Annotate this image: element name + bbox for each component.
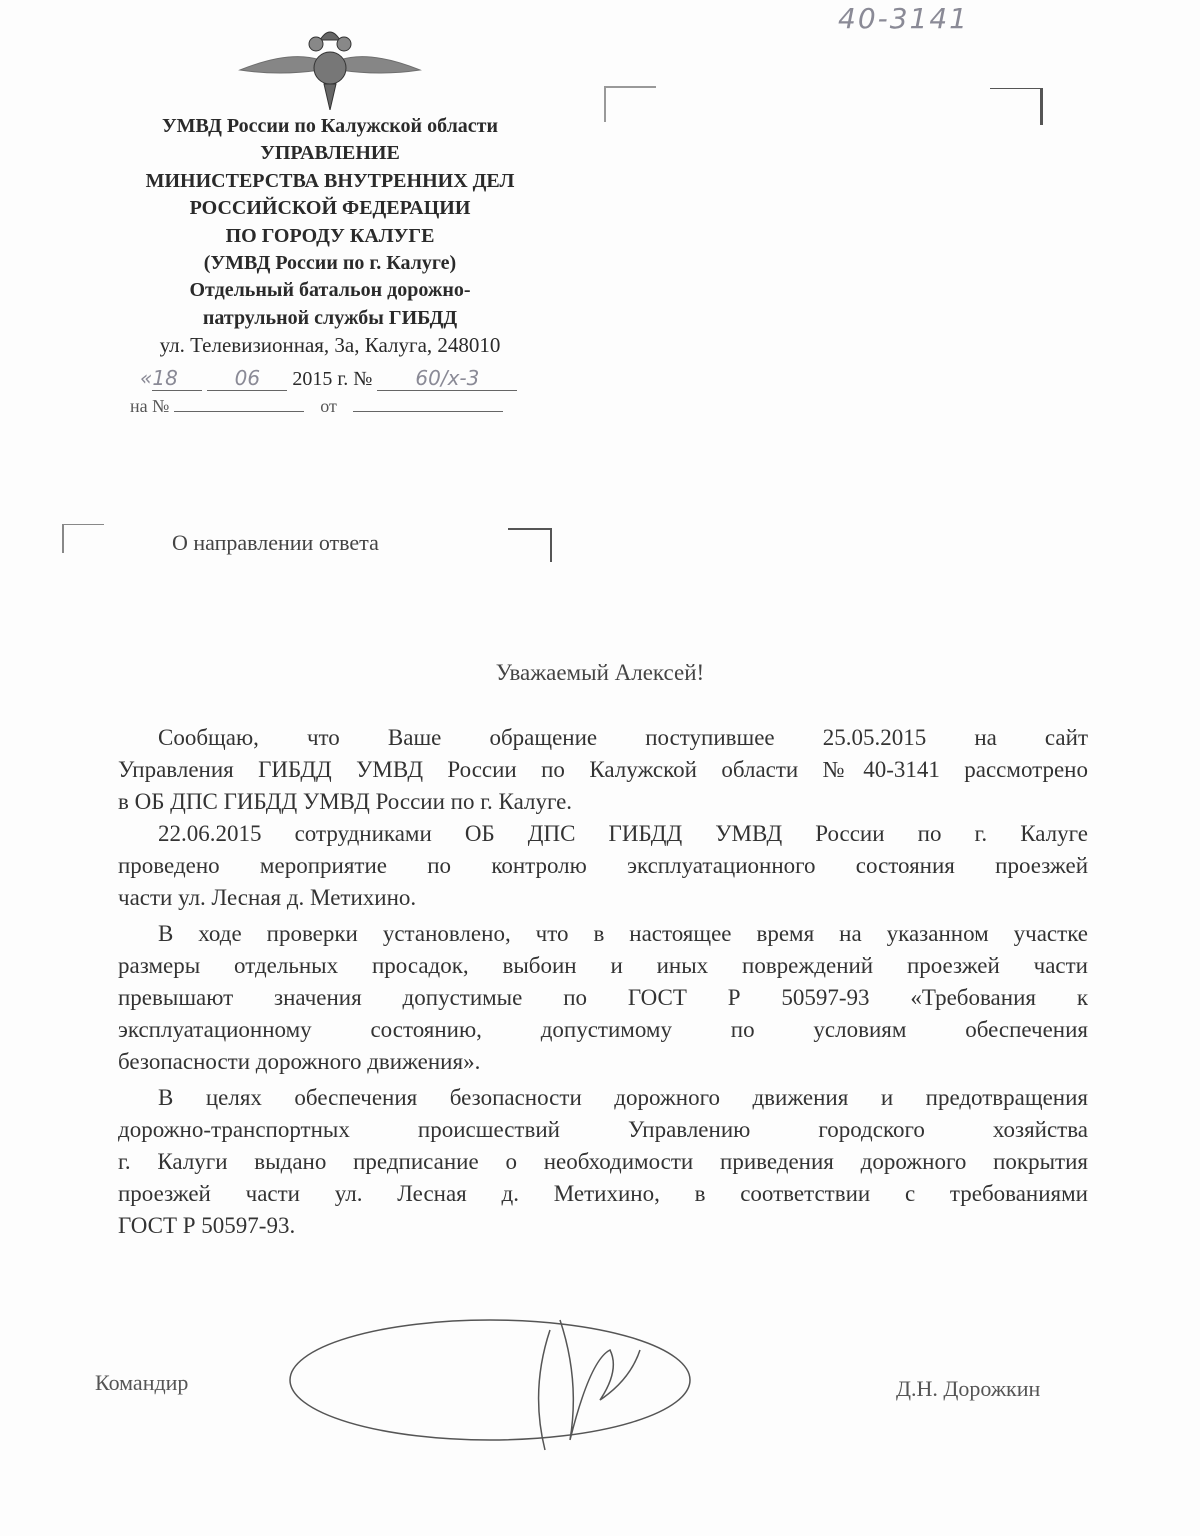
letter-body	[118, 722, 1088, 1242]
letterhead-line: РОССИЙСКОЙ ФЕДЕРАЦИИ	[189, 197, 471, 220]
body-line: проведено мероприятие по контролю эксплуатационного состояния проезжей	[118, 853, 1088, 878]
body-line: 22.06.2015 сотрудниками ОБ ДПС ГИБДД УМВД России по г. Калуге	[158, 821, 1088, 846]
salutation: Уважаемый Алексей!	[495, 660, 705, 685]
addressee-corner-right	[990, 88, 1043, 125]
addressee-corner-left	[604, 86, 656, 122]
body-line: В целях обеспечения безопасности дорожного движения и предотвращения	[158, 1085, 1088, 1110]
letterhead	[90, 113, 570, 360]
body-line: размеры отдельных просадок, выбоин и иных повреждений проезжей части	[118, 953, 1088, 978]
letterhead-line: (УМВД России по г. Калуге)	[203, 252, 457, 275]
date-day: 18	[152, 366, 202, 391]
body-line: эксплуатационному состоянию, допустимому по условиям обеспечения	[118, 1017, 1088, 1042]
body-line: безопасности дорожного движения».	[118, 1049, 481, 1074]
date-number-line: «18 06 2015 г. № 60/х-3	[140, 366, 517, 391]
body-line: ГОСТ Р 50597-93.	[118, 1213, 296, 1238]
subject-corner-left	[62, 524, 104, 553]
letterhead-line: Отдельный батальон дорожно-	[189, 279, 471, 302]
body-line: дорожно-транспортных происшествий Управлению городского хозяйства	[118, 1117, 1088, 1142]
signature-position: Командир	[95, 1370, 189, 1395]
letterhead-address: ул. Телевизионная, 3а, Калуга, 248010	[159, 333, 501, 358]
signature-name: Д.Н. Дорожкин	[896, 1376, 1041, 1401]
body-line: части ул. Лесная д. Метихино.	[118, 885, 417, 910]
registration-number: 40-3141	[838, 2, 969, 35]
letterhead-line: патрульной службы ГИБДД	[202, 306, 458, 329]
body-line: в ОБ ДПС ГИБДД УМВД России по г. Калуге.	[118, 789, 573, 814]
body-line: проезжей части ул. Лесная д. Метихино, в соответствии с требованиями	[118, 1181, 1088, 1206]
body-line: Сообщаю, что Ваше обращение поступившее 25.05.2015 на сайт	[158, 725, 1088, 750]
letterhead-line: ПО ГОРОДУ КАЛУГЕ	[225, 224, 435, 247]
reference-line: на № от	[130, 396, 503, 417]
letterhead-line: УПРАВЛЕНИЕ	[260, 142, 400, 165]
subject: О направлении ответа	[172, 530, 379, 555]
letterhead-line: УМВД России по Калужской области	[161, 115, 499, 137]
subject-corner-right	[508, 528, 552, 562]
body-line: Управления ГИБДД УМВД России по Калужской области №40-3141 рассмотрено	[118, 757, 1088, 782]
letterhead-line: МИНИСТЕРСТВА ВНУТРЕННИХ ДЕЛ	[145, 169, 515, 192]
outgoing-number: 60/х-3	[377, 366, 517, 391]
body-line: превышают значения допустимые по ГОСТ Р 50597-93 «Требования к	[118, 985, 1088, 1010]
date-year: 2015 г. №	[292, 368, 373, 390]
date-month: 06	[207, 366, 287, 391]
emblem-icon	[230, 10, 430, 110]
body-line: В ходе проверки установлено, что в настоящее время на указанном участке	[158, 921, 1088, 946]
body-line: г. Калуги выдано предписание о необходимости приведения дорожного покрытия	[118, 1149, 1088, 1174]
handwritten-signature	[280, 1300, 700, 1470]
